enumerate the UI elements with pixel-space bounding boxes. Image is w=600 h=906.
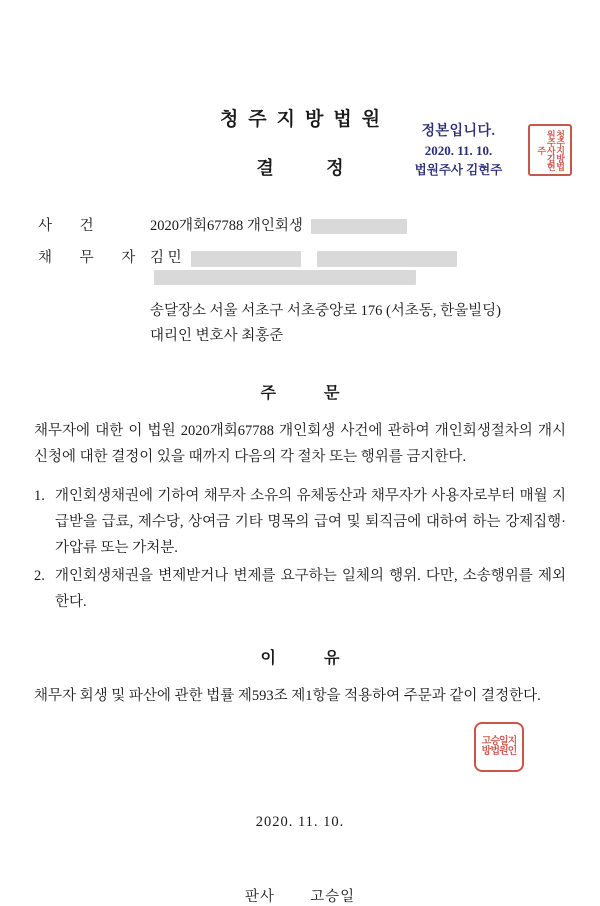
clause-text: 개인회생채권을 변제받거나 변제를 요구하는 일체의 행위. 다만, 소송행위를 제외한다. bbox=[55, 567, 566, 610]
clause-text: 개인회생채권에 기하여 채무자 소유의 유체동산과 채무자가 사용자로부터 매월 지급받을 급료, 제수당, 상여금 기타 명목의 급여 및 퇴직금에 대하여 하는 강제집행·가압류 또는 가처분. bbox=[55, 488, 566, 556]
document-type-title: 결 정 bbox=[256, 158, 368, 178]
field-row-debtor bbox=[38, 246, 600, 285]
authentication-text: 정본입니다. bbox=[421, 124, 496, 139]
decision-date: 2020. 11. 10. bbox=[255, 814, 345, 831]
judge-title: 판사 bbox=[244, 889, 275, 906]
debtor-name-text: 김 민 bbox=[150, 250, 182, 266]
case-number-text: 2020개회67788 개인회생 bbox=[150, 218, 303, 234]
court-seal-icon: 청주지방법원주사김현주 bbox=[528, 124, 572, 176]
field-row-case bbox=[38, 214, 600, 235]
attorney-line: 대리인 변호사 최홍준 bbox=[150, 328, 284, 345]
clause-item bbox=[34, 564, 566, 616]
redaction-block bbox=[154, 270, 416, 285]
redaction-block bbox=[317, 251, 457, 267]
authentication-date: 2020. 11. 10. bbox=[424, 143, 493, 159]
authentication-officer: 법원주사 김현주 bbox=[414, 163, 503, 178]
field-label-debtor: 채 무 자 bbox=[38, 250, 148, 266]
section-heading-main: 주 문 bbox=[260, 384, 362, 402]
redaction-block bbox=[311, 219, 407, 234]
section-paragraph-reason: 채무자 회생 및 파산에 관한 법률 제593조 제1항을 적용하여 주문과 같이 결정한다. bbox=[34, 688, 541, 705]
service-address-line: 송달장소 서울 서초구 서초중앙로 176 (서초동, 한울빌딩) bbox=[150, 303, 501, 319]
clause-list bbox=[0, 484, 600, 615]
redaction-block bbox=[191, 251, 301, 267]
field-value-case bbox=[150, 214, 600, 235]
field-label-case: 사 건 bbox=[38, 218, 106, 234]
judge-seal-icon: 고승일지방법원인 bbox=[474, 722, 524, 772]
section-heading-reason: 이 유 bbox=[260, 650, 362, 668]
service-address-block bbox=[0, 299, 600, 350]
case-fields bbox=[0, 214, 600, 285]
field-value-debtor bbox=[150, 246, 600, 285]
judge-signature-line bbox=[0, 885, 600, 906]
judge-name: 고승일 bbox=[310, 889, 356, 906]
authentication-stamp-block bbox=[387, 122, 572, 179]
clause-number: 1. bbox=[34, 488, 45, 505]
clause-number: 2. bbox=[34, 567, 45, 584]
clause-item bbox=[34, 484, 566, 561]
court-title: 청주지방법원 bbox=[219, 109, 391, 130]
section-paragraph-main: 채무자에 대한 이 법원 2020개회67788 개인회생 사건에 관하여 개인회생절차의 개시신청에 대한 결정이 있을 때까지 다음의 각 절차 또는 행위를 금지한다. bbox=[34, 422, 566, 465]
